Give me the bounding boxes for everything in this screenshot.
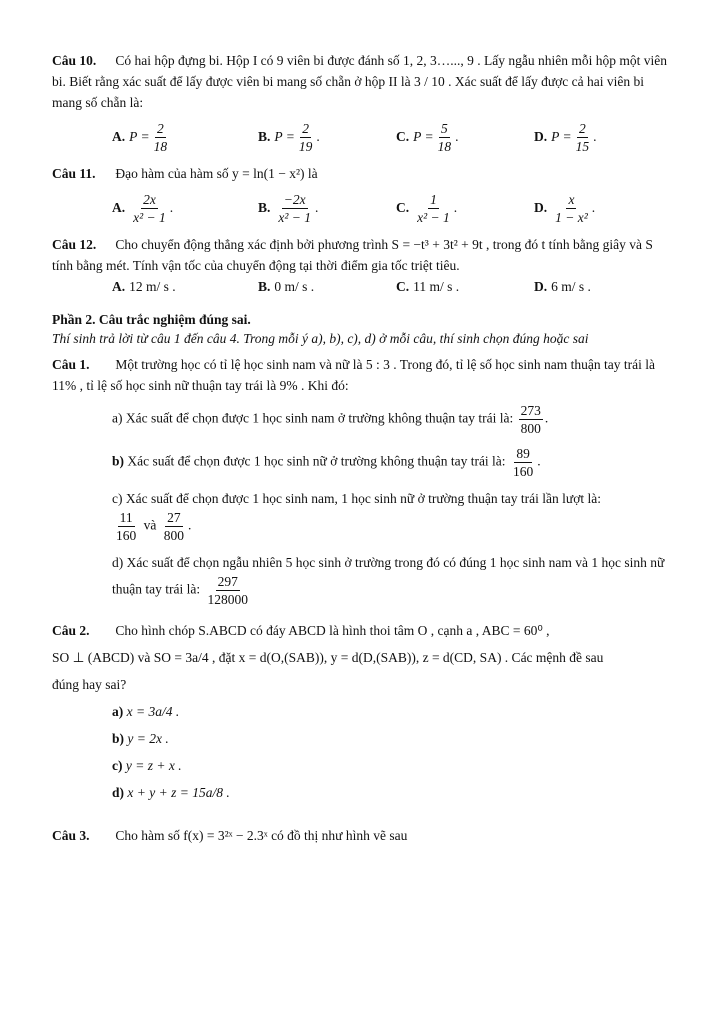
part-2-heading: Phần 2. Câu trắc nghiệm đúng sai. <box>52 312 251 327</box>
question-number: Câu 1. <box>52 357 90 372</box>
option-a[interactable]: A. 12 m/ s . <box>112 279 176 294</box>
statement-d[interactable]: d) Xác suất để chọn ngẫu nhiên 5 học sinh ở trường trong đó có đúng 1 học sinh nam và 1 học sinh nữ thuận tay trái là: $\frac{297}{128000}$ <box>112 555 665 607</box>
statement-b[interactable]: b) Xác suất để chọn được 1 học sinh nữ ở trường không thuận tay trái là: $\frac{89}{160}$ . <box>112 446 541 479</box>
fraction: $\frac{2}{18}$ <box>153 120 168 154</box>
question-line-1: Cho hình chóp S.ABCD có đáy ABCD là hình thoi tâm O , cạnh a , ABC = 60⁰ , <box>115 623 550 638</box>
question-10-options <box>52 117 677 157</box>
statement-c[interactable]: c) Xác suất để chọn được 1 học sinh nam, 1 học sinh nữ ở trường thuận tay trái lần lượt là: $\frac{11}{160}$ và $\frac{27}{800}$ . <box>112 491 601 543</box>
question-text: Có hai hộp đựng bi. Hộp I có 9 viên bi được đánh số 1, 2, 3…..., 9 . Lấy ngẫu nhiên mỗi hộp một viên bi. Biết rằng xác suất để lấy được viên bi mang số chẵn ở hộp II là 3 / 10 . Xác suất để lấy được cả hai viên bi mang số chẵn là: <box>52 53 667 110</box>
tf-question-1 <box>52 354 677 396</box>
question-text: Cho hàm số f(x) = 3²ˣ − 2.3ˣ có đồ thị như hình vẽ sau <box>115 828 408 843</box>
question-text: Đạo hàm của hàm số y = ln(1 − x²) là <box>115 166 318 181</box>
fraction: $\frac{5}{18}$ <box>437 120 452 154</box>
option-d[interactable]: D. $\frac{x}{\text{1 − x²}}$ . <box>534 191 596 225</box>
question-12-options <box>52 276 677 298</box>
part-2-instruction: Thí sinh trả lời từ câu 1 đến câu 4. Trong mỗi ý a), b), c), d) ở mỗi câu, thí sinh chọn đúng hoặc sai <box>52 331 589 346</box>
statement-d[interactable]: d) x + y + z = 15a/8 . <box>112 785 230 800</box>
fraction: $\frac{11}{160}$ <box>116 510 137 543</box>
fraction: $\frac{89}{160}$ <box>512 446 534 479</box>
fraction: $\frac{2x}{\text{x² − 1}}$ <box>133 191 166 225</box>
fraction: $\frac{2}{19}$ <box>298 120 313 154</box>
option-b[interactable]: B. 0 m/ s . <box>258 279 315 294</box>
fraction: $\frac{x}{\text{1 − x²}}$ <box>555 191 588 225</box>
statement-b[interactable]: b) y = 2x . <box>112 731 169 746</box>
question-number: Câu 11. <box>52 166 96 181</box>
fraction: $\frac{273}{800}$ <box>520 403 541 436</box>
tf-question-3 <box>52 825 677 846</box>
fraction: $\frac{-2x}{\text{x² − 1}}$ <box>278 191 312 225</box>
question-line-2: SO ⊥ (ABCD) và SO = 3a/4 , đặt x = d(O,(SAB)), y = d(D,(SAB)), z = d(CD, SA) . Các mệnh đề sau <box>52 650 604 665</box>
option-a[interactable]: A. $\frac{2x}{\text{x² − 1}}$ . <box>112 191 174 225</box>
option-a[interactable]: A. P = $\frac{2}{18}$ <box>112 120 168 154</box>
question-number: Câu 2. <box>52 623 90 638</box>
question-number: Câu 12. <box>52 237 97 252</box>
option-c[interactable]: C. 11 m/ s . <box>396 279 460 294</box>
question-number: Câu 3. <box>52 828 90 843</box>
statement-a[interactable]: a) x = 3a/4 . <box>112 704 180 719</box>
fraction: $\frac{1}{\text{x² − 1}}$ <box>417 191 450 225</box>
statement-c[interactable]: c) y = z + x . <box>112 758 182 773</box>
option-d[interactable]: D. 6 m/ s . <box>534 279 591 294</box>
statement-a[interactable]: a) Xác suất để chọn được 1 học sinh nam ở trường không thuận tay trái là: $\frac{273}{800}$ . <box>112 403 549 436</box>
question-text: Cho chuyển động thẳng xác định bởi phương trình S = −t³ + 3t² + 9t , trong đó t tính bằng giây và S tính bằng mét. Tính vận tốc của chuyển động tại thời điểm gia tốc triệt tiêu. <box>52 237 653 273</box>
option-c[interactable]: C. P = $\frac{5}{18}$ . <box>396 120 459 154</box>
question-12 <box>52 234 677 276</box>
option-b[interactable]: B. P = $\frac{2}{19}$ . <box>258 120 320 154</box>
question-text: Một trường học có tỉ lệ học sinh nam và nữ là 5 : 3 . Trong đó, tỉ lệ số học sinh nam thuận tay trái là 11% , tỉ lệ số học sinh nữ thuận tay trái là 9% . Khi đó: <box>52 357 655 393</box>
fraction: $\frac{2}{15}$ <box>575 120 590 154</box>
question-number: Câu 10. <box>52 53 97 68</box>
fraction: $\frac{27}{800}$ <box>163 510 184 543</box>
option-b[interactable]: B. $\frac{-2x}{\text{x² − 1}}$ . <box>258 191 319 225</box>
option-c[interactable]: C. $\frac{1}{\text{x² − 1}}$ . <box>396 191 458 225</box>
question-line-3: đúng hay sai? <box>52 677 127 692</box>
question-11 <box>52 163 677 184</box>
exam-page <box>52 50 677 846</box>
option-d[interactable]: D. P = $\frac{2}{15}$ . <box>534 120 597 154</box>
question-11-options <box>52 188 677 228</box>
question-10 <box>52 50 677 113</box>
tf-question-2 <box>52 620 677 641</box>
fraction: $\frac{297}{128000}$ <box>207 574 248 607</box>
